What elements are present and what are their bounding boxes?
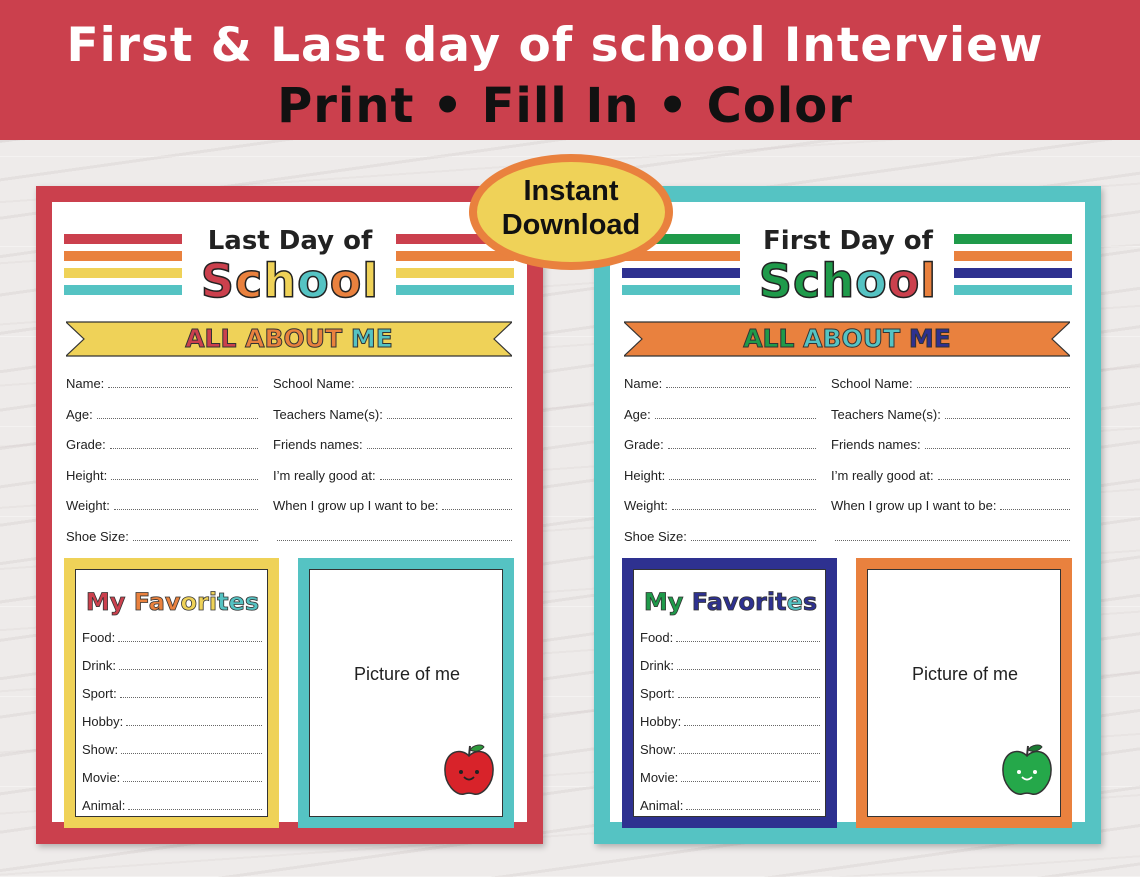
favorites-title: My Favorites xyxy=(85,588,260,616)
school-name-field[interactable]: School Name: xyxy=(831,375,1070,391)
favorite-drink-field[interactable]: Drink: xyxy=(640,657,820,673)
grade-field[interactable]: Grade: xyxy=(624,436,816,452)
height-field[interactable]: Height: xyxy=(66,467,258,483)
name-field[interactable]: Name: xyxy=(66,375,258,391)
red-apple-icon xyxy=(442,742,496,798)
last-day-paper xyxy=(52,202,527,822)
sheet-heading-school: School xyxy=(758,254,938,308)
picture-box xyxy=(298,558,514,828)
favorites-box xyxy=(622,558,837,828)
last-day-sheet xyxy=(36,186,543,844)
favorites-title: My Favorites xyxy=(643,588,818,616)
teachers-name-field[interactable]: Teachers Name(s): xyxy=(831,406,1070,422)
color-stripes-left xyxy=(64,234,182,302)
age-field[interactable]: Age: xyxy=(624,406,816,422)
favorite-food-field[interactable]: Food: xyxy=(82,629,262,645)
sheet-heading-line1: Last Day of xyxy=(207,226,373,256)
shoe-size-field[interactable]: Shoe Size: xyxy=(66,528,258,544)
friends-names-field[interactable]: Friends names: xyxy=(273,436,512,452)
favorite-food-field[interactable]: Food: xyxy=(640,629,820,645)
favorite-sport-field[interactable]: Sport: xyxy=(82,685,262,701)
favorites-box xyxy=(64,558,279,828)
banner-title: First & Last day of school Interview xyxy=(66,18,1044,73)
sheet-heading-school: School xyxy=(200,254,380,308)
ribbon-title: ALL ABOUT ME xyxy=(743,324,951,353)
grow-up-field[interactable]: When I grow up I want to be: xyxy=(831,497,1070,513)
picture-box xyxy=(856,558,1072,828)
friends-names-field[interactable]: Friends names: xyxy=(831,436,1070,452)
first-day-sheet xyxy=(594,186,1101,844)
favorite-movie-field[interactable]: Movie: xyxy=(640,769,820,785)
favorite-sport-field[interactable]: Sport: xyxy=(640,685,820,701)
favorite-movie-field[interactable]: Movie: xyxy=(82,769,262,785)
age-field[interactable]: Age: xyxy=(66,406,258,422)
weight-field[interactable]: Weight: xyxy=(66,497,258,513)
school-name-field[interactable]: School Name: xyxy=(273,375,512,391)
picture-label: Picture of me xyxy=(911,664,1019,684)
name-field[interactable]: Name: xyxy=(624,375,816,391)
banner-subtitle: Print • Fill In • Color xyxy=(277,78,853,134)
favorite-animal-field[interactable]: Animal: xyxy=(640,797,820,813)
top-banner xyxy=(0,0,1140,140)
grow-up-field[interactable]: When I grow up I want to be: xyxy=(273,497,512,513)
good-at-field[interactable]: I’m really good at: xyxy=(273,467,512,483)
green-apple-icon xyxy=(1000,742,1054,798)
grow-up-extra-line[interactable] xyxy=(273,528,512,544)
grow-up-extra-line[interactable] xyxy=(831,528,1070,544)
weight-field[interactable]: Weight: xyxy=(624,497,816,513)
ribbon-title: ALL ABOUT ME xyxy=(185,324,393,353)
badge-text xyxy=(466,174,676,242)
teachers-name-field[interactable]: Teachers Name(s): xyxy=(273,406,512,422)
height-field[interactable]: Height: xyxy=(624,467,816,483)
sheet-heading-line1: First Day of xyxy=(763,226,933,256)
first-day-paper xyxy=(610,202,1085,822)
favorite-show-field[interactable]: Show: xyxy=(640,741,820,757)
good-at-field[interactable]: I’m really good at: xyxy=(831,467,1070,483)
favorite-hobby-field[interactable]: Hobby: xyxy=(640,713,820,729)
shoe-size-field[interactable]: Shoe Size: xyxy=(624,528,816,544)
badge-line2: Download xyxy=(501,209,641,241)
badge-line1: Instant xyxy=(523,175,619,207)
favorite-drink-field[interactable]: Drink: xyxy=(82,657,262,673)
favorite-animal-field[interactable]: Animal: xyxy=(82,797,262,813)
favorite-show-field[interactable]: Show: xyxy=(82,741,262,757)
favorite-hobby-field[interactable]: Hobby: xyxy=(82,713,262,729)
grade-field[interactable]: Grade: xyxy=(66,436,258,452)
picture-label: Picture of me xyxy=(353,664,461,684)
color-stripes-right xyxy=(954,234,1072,302)
